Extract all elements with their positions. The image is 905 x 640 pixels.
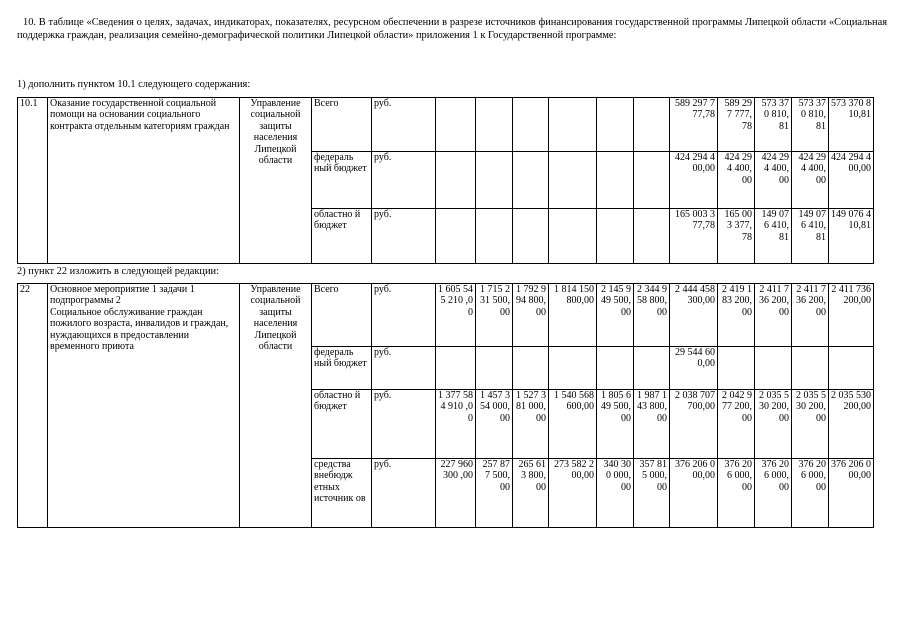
amount-cell: 2 035 530 200, 00 <box>792 390 829 459</box>
amount-cell <box>476 347 513 390</box>
unit: руб. <box>372 284 436 347</box>
unit: руб. <box>372 209 436 264</box>
amount-cell <box>436 209 476 264</box>
table-row <box>18 98 874 152</box>
amount-cell <box>755 347 792 390</box>
amount-cell: 265 613 800, 00 <box>513 459 549 528</box>
amount-cell: 424 294 400,00 <box>670 152 718 209</box>
step-2-text: 2) пункт 22 изложить в следующей редакции: <box>17 266 219 277</box>
amount-cell: 2 411 736 200, 00 <box>755 284 792 347</box>
amount-cell: 165 003 377, 78 <box>718 209 755 264</box>
amount-cell: 424 294 400,00 <box>829 152 874 209</box>
amount-cell: 1 715 231 500, 00 <box>476 284 513 347</box>
amount-cell: 273 582 200,00 <box>549 459 597 528</box>
item-number: 10.1 <box>18 98 48 264</box>
table-row <box>18 284 874 347</box>
amount-cell: 376 206 000,00 <box>829 459 874 528</box>
amount-cell: 149 076 410, 81 <box>755 209 792 264</box>
item-name: Оказание государственной социальной помощи на основании социального контракта отдельным категориям граждан <box>48 98 240 264</box>
unit: руб. <box>372 152 436 209</box>
amount-cell <box>436 347 476 390</box>
amount-cell: 1 805 649 500, 00 <box>597 390 634 459</box>
funding-source: федераль ный бюджет <box>312 347 372 390</box>
amount-cell: 340 300 000, 00 <box>597 459 634 528</box>
amount-cell: 2 035 530 200,00 <box>829 390 874 459</box>
amount-cell: 2 411 736 200,00 <box>829 284 874 347</box>
amount-cell: 1 457 354 000, 00 <box>476 390 513 459</box>
amount-cell: 376 206 000,00 <box>670 459 718 528</box>
amount-cell: 29 544 600,00 <box>670 347 718 390</box>
amount-cell <box>513 152 549 209</box>
unit: руб. <box>372 390 436 459</box>
amount-cell: 227 960 300 ,00 <box>436 459 476 528</box>
responsible-org: Управление социальной защиты населения Липецкой области <box>240 98 312 264</box>
unit: руб. <box>372 347 436 390</box>
amount-cell: 1 987 143 800, 00 <box>634 390 670 459</box>
table-row-10-1 <box>17 97 874 264</box>
amount-cell: 257 877 500, 00 <box>476 459 513 528</box>
amount-cell: 1 527 381 000, 00 <box>513 390 549 459</box>
amount-cell: 2 444 458 300,00 <box>670 284 718 347</box>
amount-cell: 573 370 810, 81 <box>792 98 829 152</box>
amount-cell <box>597 98 634 152</box>
amount-cell: 1 605 545 210 ,00 <box>436 284 476 347</box>
amount-cell: 165 003 377,78 <box>670 209 718 264</box>
funding-source: федераль ный бюджет <box>312 152 372 209</box>
amount-cell <box>718 347 755 390</box>
amount-cell <box>634 347 670 390</box>
amount-cell: 1 377 584 910 ,00 <box>436 390 476 459</box>
amount-cell <box>436 152 476 209</box>
amount-cell <box>634 152 670 209</box>
amount-cell <box>513 347 549 390</box>
amount-cell <box>513 98 549 152</box>
amount-cell: 1 792 994 800, 00 <box>513 284 549 347</box>
amount-cell <box>436 98 476 152</box>
amount-cell <box>597 347 634 390</box>
amount-cell: 589 297 777,78 <box>670 98 718 152</box>
amount-cell <box>476 98 513 152</box>
amount-cell: 376 206 000, 00 <box>755 459 792 528</box>
amount-cell <box>597 209 634 264</box>
amount-cell: 2 411 736 200, 00 <box>792 284 829 347</box>
amount-cell: 424 294 400, 00 <box>718 152 755 209</box>
responsible-org: Управление социальной защиты населения Липецкой области <box>240 284 312 528</box>
amount-cell <box>476 209 513 264</box>
amount-cell <box>549 98 597 152</box>
funding-source: средства внебюдж етных источник ов <box>312 459 372 528</box>
intro-paragraph: 10. В таблице «Сведения о целях, задачах, индикаторах, показателях, ресурсном обеспечении в разрезе источников финансирования государственной программы Липецкой области «Социальная поддержка граждан, реализация семейно-демографической политики Липецкой области» приложения 1 к Государственной программе: <box>17 17 887 41</box>
amount-cell: 424 294 400, 00 <box>755 152 792 209</box>
amount-cell: 573 370 810, 81 <box>755 98 792 152</box>
amount-cell: 376 206 000, 00 <box>718 459 755 528</box>
amount-cell: 149 076 410, 81 <box>792 209 829 264</box>
amount-cell: 1 814 150 800,00 <box>549 284 597 347</box>
amount-cell <box>597 152 634 209</box>
item-name: Основное мероприятие 1 задачи 1 подпрограммы 2 Социальное обслуживание граждан пожилого возраста, инвалидов и граждан, нуждающихся в предоставлении временного приюта <box>48 284 240 528</box>
amount-cell <box>792 347 829 390</box>
amount-cell <box>829 347 874 390</box>
amount-cell <box>513 209 549 264</box>
amount-cell <box>634 209 670 264</box>
amount-cell: 357 815 000, 00 <box>634 459 670 528</box>
amount-cell: 2 145 949 500, 00 <box>597 284 634 347</box>
amount-cell <box>549 209 597 264</box>
amount-cell <box>476 152 513 209</box>
funding-source: Всего <box>312 284 372 347</box>
table-row-22 <box>17 283 874 528</box>
amount-cell: 424 294 400, 00 <box>792 152 829 209</box>
amount-cell: 1 540 568 600,00 <box>549 390 597 459</box>
item-number: 22 <box>18 284 48 528</box>
step-1-text: 1) дополнить пунктом 10.1 следующего содержания: <box>17 79 251 90</box>
amount-cell <box>549 152 597 209</box>
amount-cell: 2 038 707 700,00 <box>670 390 718 459</box>
amount-cell: 2 419 183 200, 00 <box>718 284 755 347</box>
amount-cell: 376 206 000, 00 <box>792 459 829 528</box>
funding-source: Всего <box>312 98 372 152</box>
amount-cell <box>634 98 670 152</box>
amount-cell: 2 042 977 200, 00 <box>718 390 755 459</box>
amount-cell: 589 297 777, 78 <box>718 98 755 152</box>
amount-cell: 2 344 958 800, 00 <box>634 284 670 347</box>
funding-source: областно й бюджет <box>312 209 372 264</box>
amount-cell: 2 035 530 200, 00 <box>755 390 792 459</box>
funding-source: областно й бюджет <box>312 390 372 459</box>
unit: руб. <box>372 459 436 528</box>
amount-cell <box>549 347 597 390</box>
amount-cell: 149 076 410,81 <box>829 209 874 264</box>
unit: руб. <box>372 98 436 152</box>
amount-cell: 573 370 810,81 <box>829 98 874 152</box>
